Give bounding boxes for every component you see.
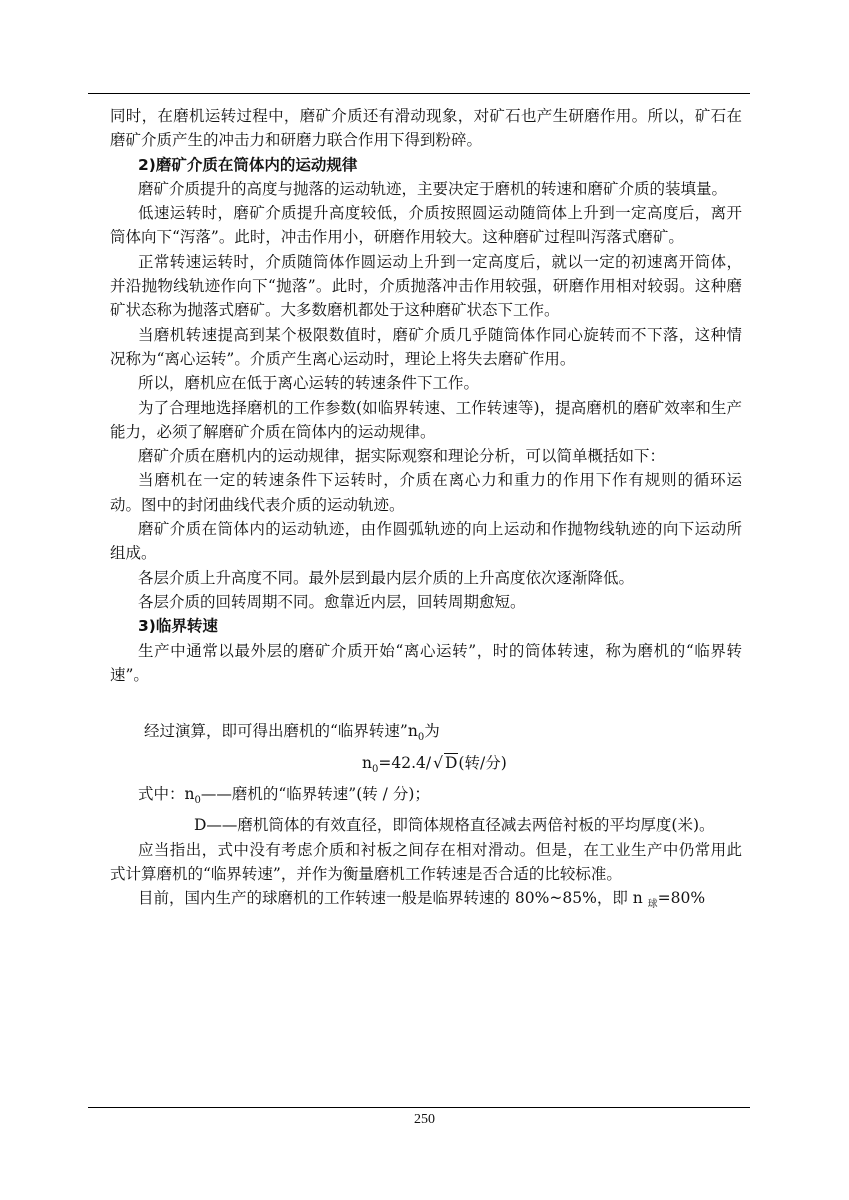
paragraph: 当磨机在一定的转速条件下运转时，介质在离心力和重力的作用下作有规则的循环运动。图中的封闭曲线代表介质的运动轨迹。 (110, 471, 742, 514)
sqrt-icon: √ (433, 753, 443, 772)
paragraph-text: 目前，国内生产的球磨机的工作转速一般是临界转速的 80%~85%，即 n (138, 889, 648, 908)
definition-text: 式中：n (138, 784, 195, 803)
formula-intro-text-end: 为 (424, 722, 440, 741)
formula-definition (110, 782, 742, 813)
paragraph: 当磨机转速提高到某个极限数值时，磨矿介质几乎随筒体作同心旋转而不下落，这种情况称为“离心运转”。介质产生离心运动时，理论上将失去磨矿作用。 (110, 325, 742, 368)
paragraph: 同时，在磨机运转过程中，磨矿介质还有滑动现象，对矿石也产生研磨作用。所以，矿石在磨矿介质产生的冲击力和研磨力联合作用下得到粉碎。 (110, 107, 742, 150)
formula-intro (110, 719, 742, 750)
section-heading: 2)磨矿介质在筒体内的运动规律 (138, 155, 358, 174)
subscript: 0 (371, 763, 379, 775)
paragraph: 为了合理地选择磨机的工作参数(如临界转速、工作转速等)，提高磨机的磨矿效率和生产能力，必须了解磨矿介质在筒体内的运动规律。 (110, 398, 742, 441)
formula-definition: D——磨机筒体的有效直径，即筒体规格直径减去两倍衬板的平均厚度(米)。 (194, 816, 715, 835)
definition-text-end: ——磨机的“临界转速”(转 / 分)； (200, 784, 430, 803)
footer-rule (88, 1107, 750, 1108)
formula-radicand: D (444, 753, 458, 772)
header-rule (88, 93, 750, 94)
section-heading: 3)临界转速 (138, 617, 218, 636)
paragraph: 磨矿介质在筒体内的运动轨迹，由作圆弧轨迹的向上运动和作抛物线轨迹的向下运动所组成。 (110, 520, 742, 563)
subscript: 0 (417, 732, 425, 744)
paragraph: 各层介质的回转周期不同。愈靠近内层，回转周期愈短。 (138, 592, 526, 611)
paragraph: 磨矿介质提升的高度与抛落的运动轨迹，主要决定于磨机的转速和磨矿介质的装填量。 (138, 179, 728, 198)
formula-unit: (转/分) (458, 753, 507, 772)
paragraph: 所以，磨机应在低于离心运转的转速条件下工作。 (138, 374, 480, 393)
page-number: 250 (414, 1112, 435, 1127)
paragraph: 正常转速运转时，介质随筒体作圆运动上升到一定高度后，就以一定的初速离开筒体，并沿抛物线轨迹作向下“抛落”。此时，介质抛落冲击作用较强，研磨作用相对较弱。这种磨矿状态称为抛落式磨矿。大多数磨机都处于这种磨矿状态下工作。 (110, 252, 742, 320)
formula-expression: =42.4/ (378, 753, 432, 772)
formula-intro-text: 经过演算，即可得出磨机的“临界转速”n (144, 722, 418, 741)
paragraph: 低速运转时，磨矿介质提升高度较低，介质按照圆运动随筒体上升到一定高度后，离开筒体向下“泻落”。此时，冲击作用小，研磨作用较大。这种磨矿过程叫泻落式磨矿。 (110, 204, 742, 247)
spacer (110, 687, 742, 719)
paragraph: 生产中通常以最外层的磨矿介质开始“离心运转”，时的筒体转速，称为磨机的“临界转速”。 (110, 641, 742, 684)
paragraph (110, 886, 742, 917)
paragraph: 应当指出，式中没有考虑介质和衬板之间存在相对滑动。但是，在工业生产中仍常用此式计算磨机的“临界转速”，并作为衡量磨机工作转速是否合适的比较标准。 (110, 840, 742, 883)
paragraph-text-end: =80% (657, 889, 706, 908)
formula-symbol: n (362, 753, 372, 772)
subscript: 球 (647, 899, 658, 911)
subscript: 0 (194, 795, 201, 806)
paragraph: 各层介质上升高度不同。最外层到最内层介质的上升高度依次逐渐降低。 (138, 568, 635, 587)
paragraph: 磨矿介质在磨机内的运动规律，据实际观察和理论分析，可以简单概括如下： (138, 447, 666, 466)
body-text (110, 104, 742, 918)
critical-speed-formula (110, 751, 742, 782)
